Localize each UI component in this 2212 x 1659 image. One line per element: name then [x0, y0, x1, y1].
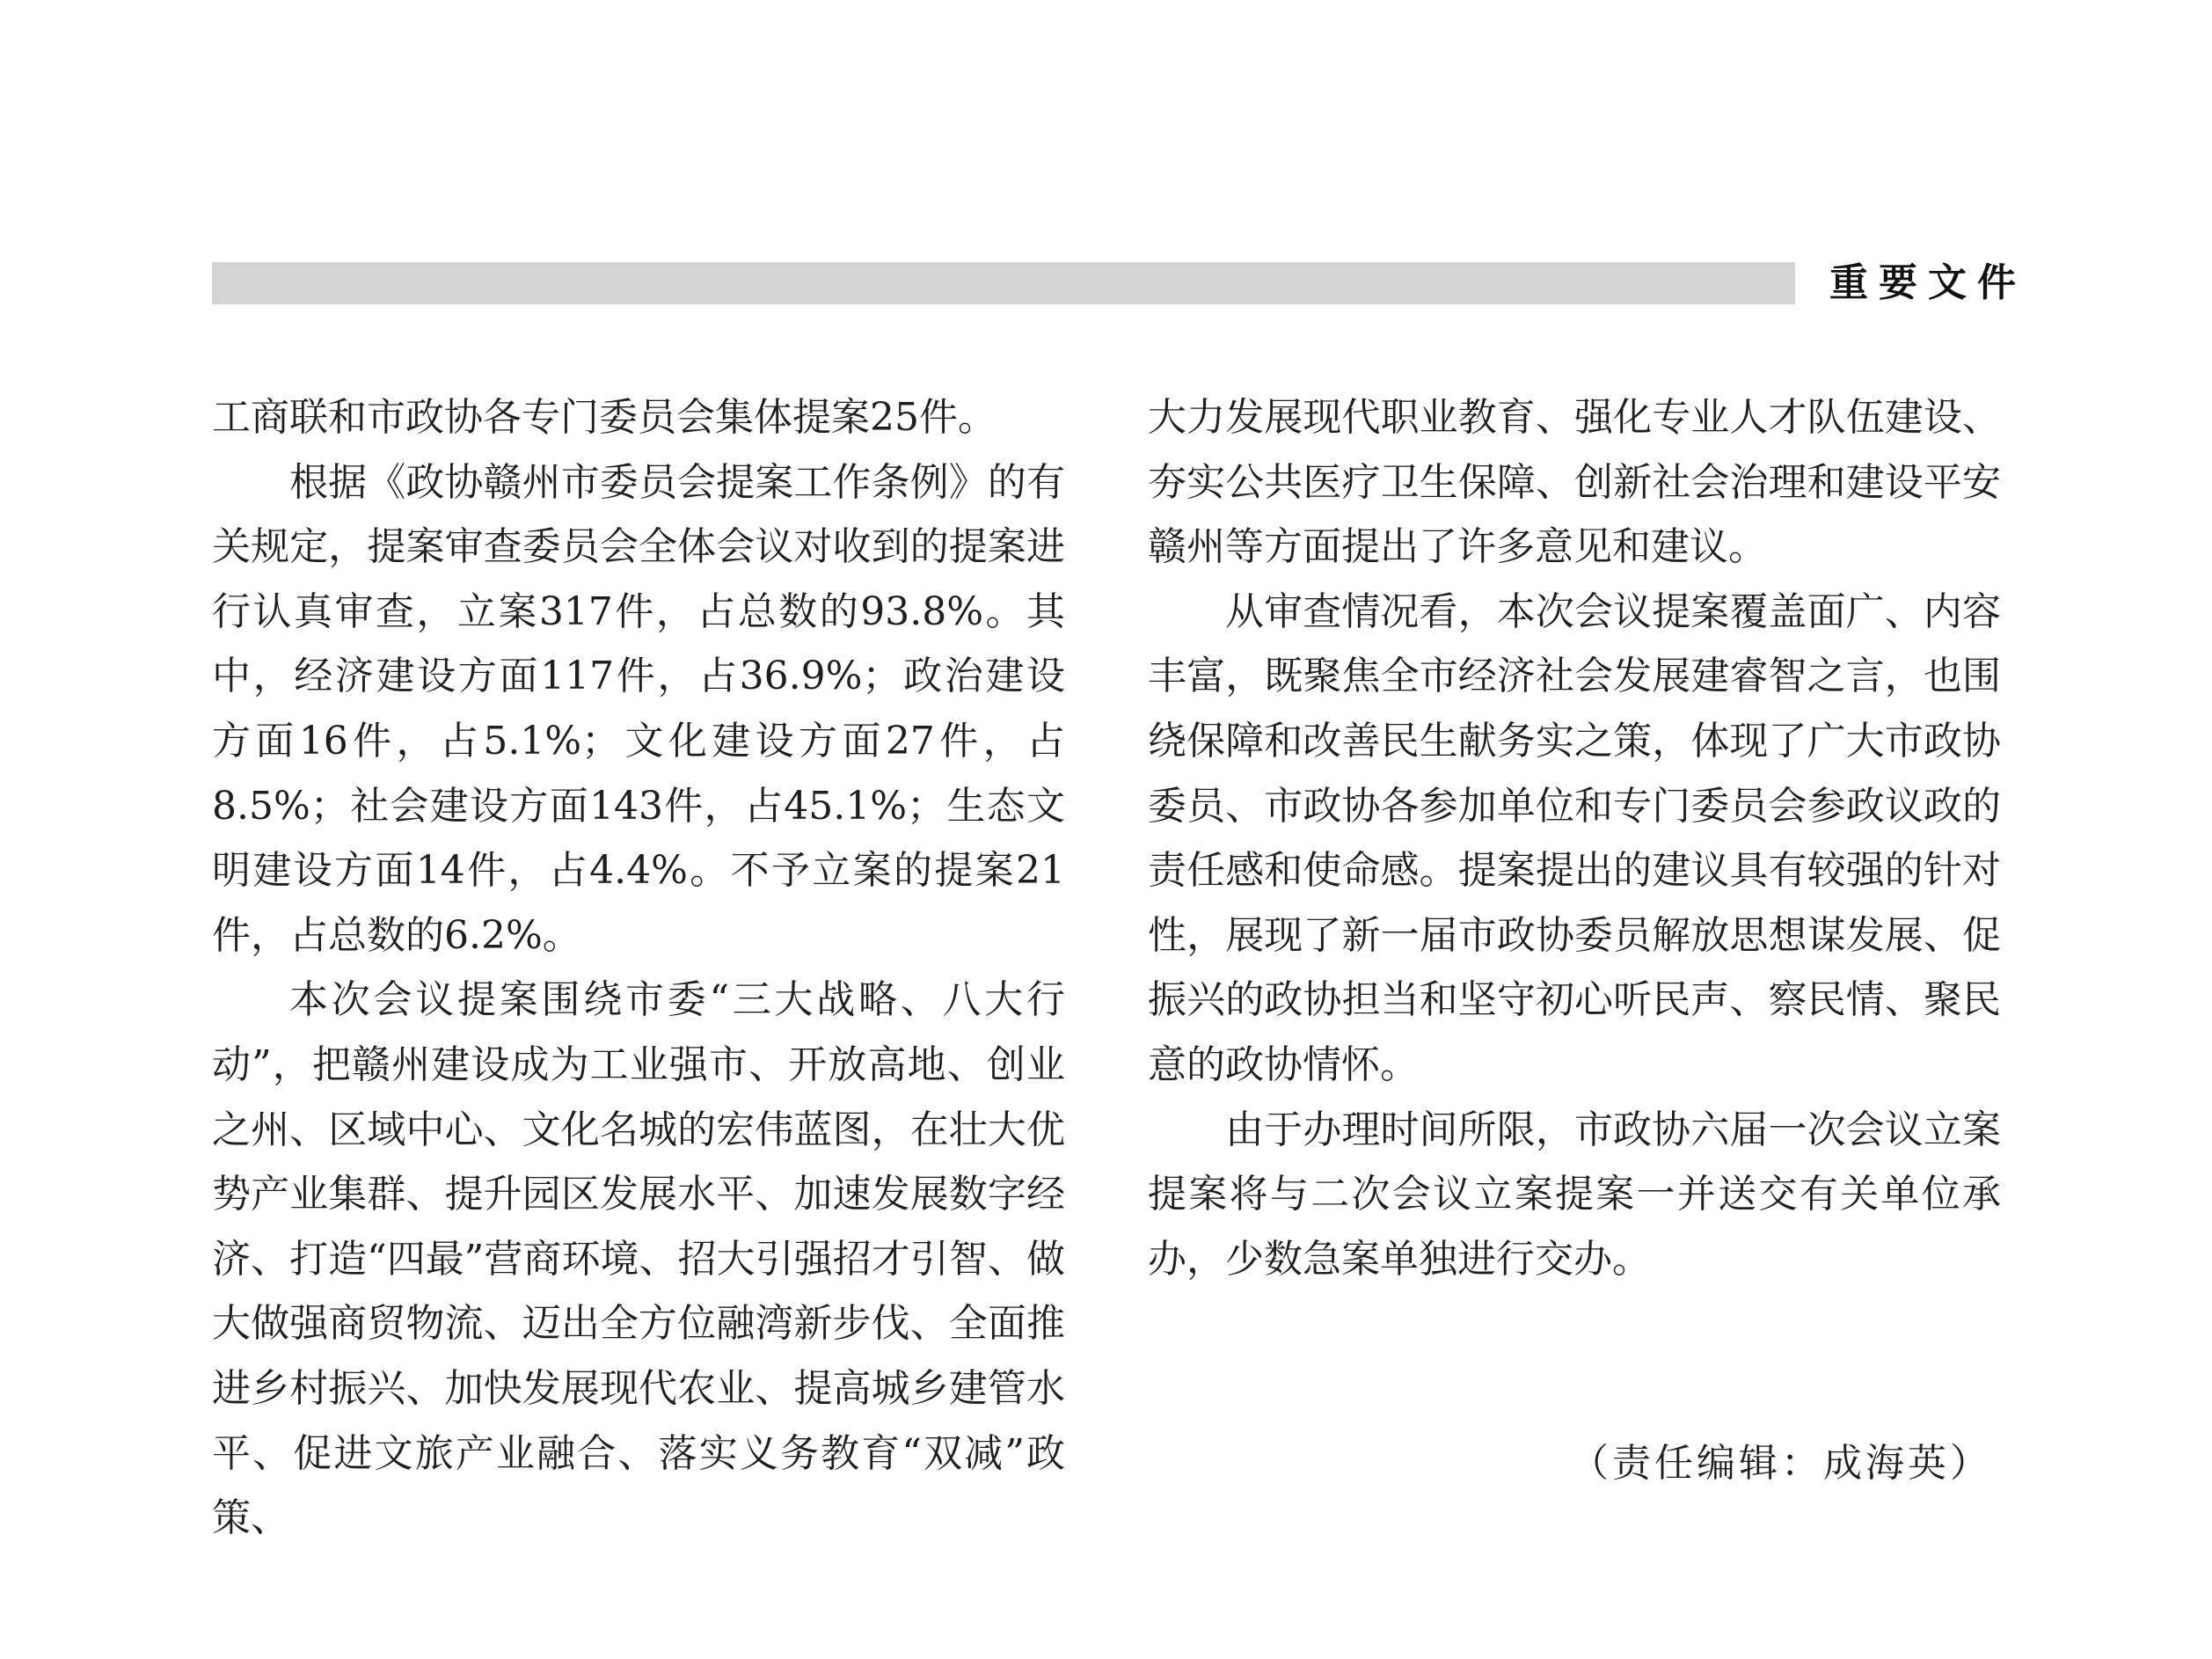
paragraph: 本次会议提案围绕市委“三大战略、八大行动”，把赣州建设成为工业强市、开放高地、创业之州、区域中心、文化名城的宏伟蓝图，在壮大优势产业集群、提升园区发展水平、加速发展数字经济、打造“四最”营商环境、招大引强招才引智、做大做强商贸物流、迈出全方位融湾新步伐、全面推进乡村振兴、加快发展现代农业、提高城乡建管水平、促进文旅产业融合、落实义务教育“双减”政策、 [212, 977, 1065, 1541]
right-column [1148, 385, 2001, 1291]
paragraph: 从审查情况看，本次会议提案覆盖面广、内容丰富，既聚焦全市经济社会发展建睿智之言，也围绕保障和改善民生献务实之策，体现了广大市政协委员、市政协各参加单位和专门委员会参政议政的责任感和使命感。提案提出的建议具有较强的针对性，展现了新一届市政协委员解放思想谋发展、促振兴的政协担当和坚守初心听民声、察民情、聚民意的政协情怀。 [1148, 588, 2001, 1087]
paragraph: 工商联和市政协各专门委员会集体提案25件。 [212, 395, 996, 440]
left-column [212, 385, 1065, 1551]
editor-credit: （责任编辑：成海英） [1570, 1441, 1992, 1486]
paragraph: 大力发展现代职业教育、强化专业人才队伍建设、夯实公共医疗卫生保障、创新社会治理和建设平安赣州等方面提出了许多意见和建议。 [1148, 395, 2001, 570]
section-title: 重要文件 [1829, 260, 2026, 305]
header-bar [212, 262, 1795, 304]
paragraph: 根据《政协赣州市委员会提案工作条例》的有关规定，提案审查委员会全体会议对收到的提案进行认真审查，立案317件，占总数的93.8%。其中，经济建设方面117件，占36.9%；政治建设方面16件，占5.1%；文化建设方面27件，占8.5%；社会建设方面143件，占45.1%；生态文明建设方面14件，占4.4%。不予立案的提案21件，占总数的6.2%。 [212, 459, 1065, 958]
paragraph: 由于办理时间所限，市政协六届一次会议立案提案将与二次会议立案提案一并送交有关单位承办，少数急案单独进行交办。 [1148, 1107, 2001, 1282]
